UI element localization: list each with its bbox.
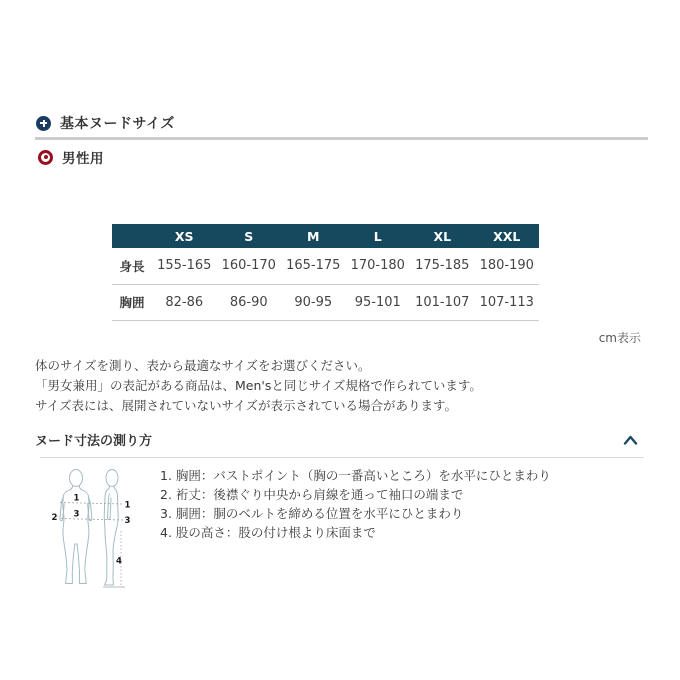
table-cell: 175-185 (410, 248, 475, 284)
figure-marker-inseam: 4 (116, 556, 122, 567)
section-header-mens (38, 147, 104, 167)
list-item: 3. 胴囲：胴のベルトを締める位置を水平にひとまわり (160, 506, 464, 521)
size-table-col-header: XS (152, 224, 217, 248)
chevron-up-icon[interactable] (623, 435, 638, 445)
table-cell: 180-190 (475, 248, 540, 284)
section-header-basic-nude-size (36, 113, 175, 133)
list-item: 2. 裄丈：後襟ぐり中央から肩線を通って袖口の端まで (160, 487, 464, 502)
size-table (112, 224, 539, 321)
unit-note: cm表示 (598, 331, 641, 345)
body-measurement-figure (50, 468, 132, 590)
size-table-col-header: M (281, 224, 346, 248)
figure-marker-chest-side: 1 (124, 500, 131, 511)
note-line: サイズ表には、展開されていないサイズが表示されている場合があります。 (35, 398, 458, 413)
note-line: 体のサイズを測り、表から最適なサイズをお選びください。 (35, 358, 371, 373)
size-table-col-header: XL (410, 224, 475, 248)
size-notes (35, 356, 482, 416)
table-cell: 107-113 (475, 284, 540, 320)
table-row-height (112, 248, 539, 284)
measuring-section-divider (40, 457, 644, 458)
table-cell: 155-165 (152, 248, 217, 284)
table-cell: 165-175 (281, 248, 346, 284)
figure-marker-chest-front: 1 (73, 493, 80, 504)
size-table-corner-cell (112, 224, 152, 248)
size-table-col-header: XXL (475, 224, 540, 248)
table-cell: 82-86 (152, 284, 217, 320)
table-cell: 101-107 (410, 284, 475, 320)
body-figure-illustration (50, 468, 132, 590)
note-line: 「男女兼用」の表記がある商品は、Men'sと同じサイズ規格で作られています。 (35, 378, 482, 393)
table-cell: 170-180 (346, 248, 411, 284)
measuring-section-title: ヌード寸法の測り方 (35, 434, 153, 449)
table-row-chest (112, 284, 539, 320)
table-cell: 86-90 (217, 284, 282, 320)
record-circle-dot (44, 155, 48, 159)
table-cell: 95-101 (346, 284, 411, 320)
table-cell: 90-95 (281, 284, 346, 320)
figure-marker-sleeve: 2 (51, 513, 58, 523)
measuring-section-header[interactable] (35, 430, 645, 449)
figure-marker-waist-side: 3 (124, 516, 131, 526)
size-table-col-header: L (346, 224, 411, 248)
size-table-col-header: S (217, 224, 282, 248)
list-item: 4. 股の高さ：股の付け根より床面まで (160, 525, 376, 540)
figure-marker-waist-front: 3 (73, 509, 80, 520)
record-circle-icon (38, 150, 53, 165)
row-label-chest: 胸囲 (112, 284, 152, 320)
section-divider (35, 137, 648, 140)
size-table-header-row (112, 224, 539, 248)
plus-circle-icon (36, 116, 51, 131)
section-title: 基本ヌードサイズ (60, 116, 175, 132)
row-label-height: 身長 (112, 248, 152, 284)
subsection-title: 男性用 (62, 151, 104, 167)
table-cell: 160-170 (217, 248, 282, 284)
measuring-instructions (160, 466, 551, 542)
list-item: 1. 胸囲：バストポイント（胸の一番高いところ）を水平にひとまわり (160, 468, 551, 483)
